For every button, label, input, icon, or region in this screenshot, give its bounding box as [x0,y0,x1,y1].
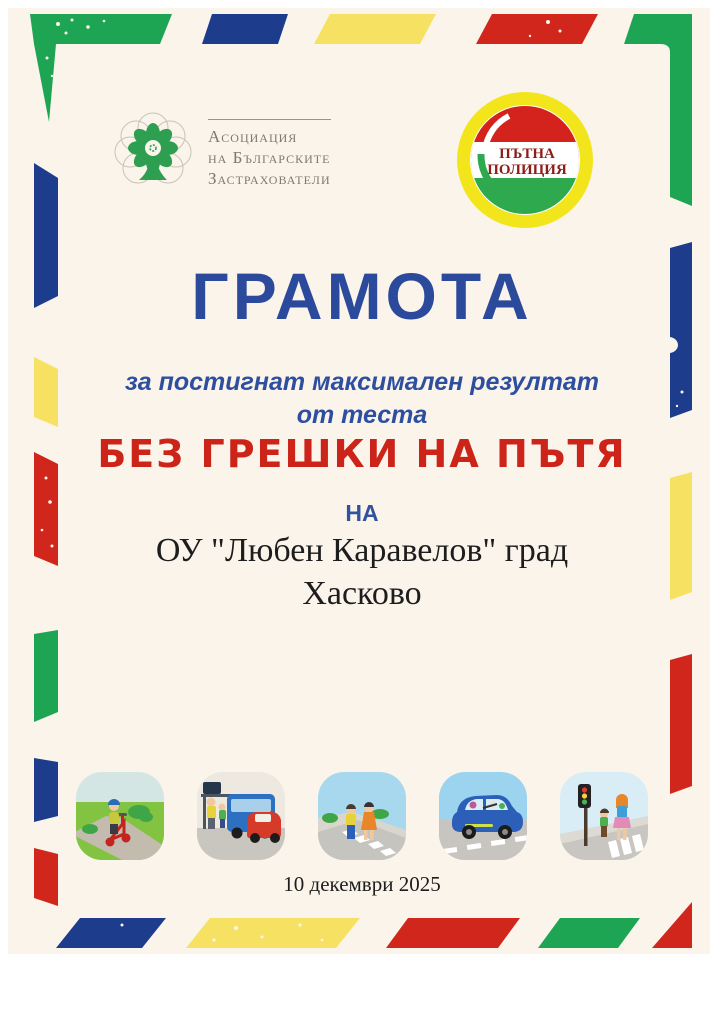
badge-text-line1: ПЪТНА [499,146,555,162]
certificate-subtitle [0,366,724,431]
kid-on-scooter-illustration [76,772,164,860]
family-car-illustration [439,772,527,860]
recipient-line: ОУ "Любен Каравелов" град [155,532,569,569]
traffic-police-badge-icon [455,90,595,230]
insurers-association-logo [112,112,331,196]
insurers-association-name [208,119,331,190]
recipient-name [0,530,724,615]
awarded-to-label: НА [345,500,379,526]
subtitle-line: за постигнат максимален резултат [125,368,599,396]
recipient-line: Хасково [302,574,422,612]
certificate-date: 10 декември 2025 [283,872,441,896]
test-name-heading: БЕЗ ГРЕШКИ НА ПЪТЯ [97,432,627,476]
subtitle-line: от теста [296,400,428,429]
insurers-name-line: на Българските [208,147,331,167]
tree-flower-logo-icon [112,112,194,196]
badge-text-line2: ПОЛИЦИЯ [487,162,567,178]
traffic-light-crossing-illustration [560,772,648,860]
insurers-name-line: Асоциация [208,126,298,146]
insurers-name-line: Застрахователи [208,169,331,189]
bus-stop-illustration [197,772,285,860]
traffic-scenes-row [0,772,724,860]
traffic-police-logo [455,90,595,235]
children-crosswalk-illustration [318,772,406,860]
certificate-title: ГРАМОТА [191,259,533,333]
